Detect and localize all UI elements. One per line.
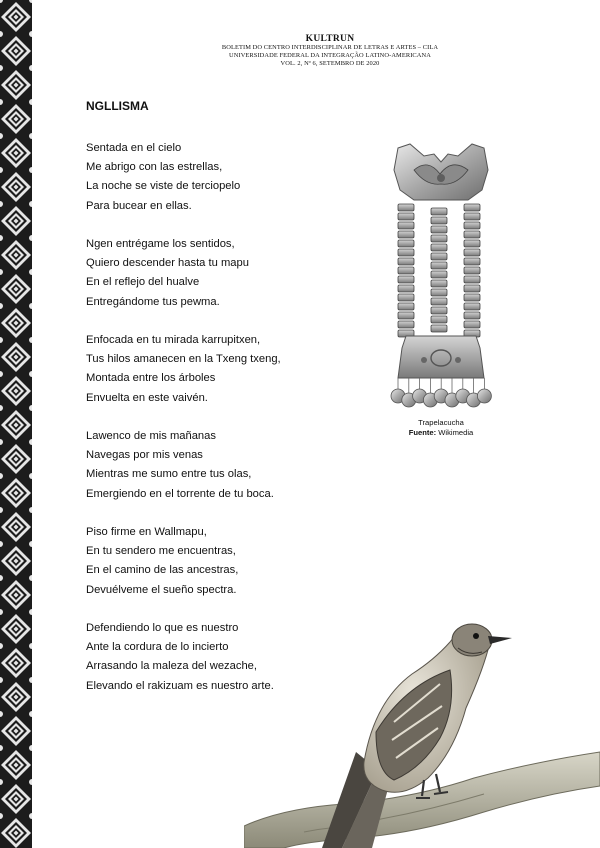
verse-line: En el reflejo del hualve [86, 276, 200, 289]
caption-source-label: Fuente: [408, 427, 437, 437]
image-caption [384, 418, 498, 437]
verse-line: Navegas por mis venas [86, 449, 203, 462]
verse-line: La noche se viste de terciopelo [86, 180, 241, 193]
verse-line: Emergiendo en el torrente de tu boca. [86, 487, 274, 500]
journal-header [60, 34, 600, 68]
verse-line: Lawenco de mis mañanas [86, 430, 216, 442]
verse-line: Me abrigo con las estrellas, [86, 161, 223, 174]
caption-source-value: Wikimedia [436, 427, 474, 437]
verse-line: En el camino de las ancestras, [86, 564, 239, 577]
verse-line: Ante la cordura de lo incierto [86, 641, 229, 654]
decorative-border [0, 0, 32, 848]
verse-line: Ngen entrégame los sentidos, [86, 238, 235, 250]
verse-line: Devuélveme el sueño spectra. [86, 583, 237, 596]
stanza-2 [86, 235, 356, 312]
stanza-1 [86, 139, 356, 216]
verse-line: En tu sendero me encuentras, [86, 545, 236, 558]
verse-line: Mientras me sumo entre tus olas, [86, 468, 252, 481]
header-line-3: VOL. 2, Nº 6, SETEMBRO DE 2020 [280, 60, 380, 67]
verse-line: Elevando el rakizuam es nuestro arte. [86, 679, 274, 692]
caption-source [384, 428, 498, 438]
header-line-2: UNIVERSIDADE FEDERAL DA INTEGRAÇÃO LATINO-AMERICANA [229, 52, 431, 59]
verse-line: Arrasando la maleza del wezache, [86, 660, 258, 673]
bird-on-branch-image [244, 612, 600, 848]
verse-line: Sentada en el cielo [86, 142, 182, 154]
verse-line: Entregándome tus pewma. [86, 295, 220, 308]
verse-line: Montada entre los árboles [86, 372, 216, 385]
verse-line: Para bucear en ellas. [86, 199, 192, 212]
verse-line: Tus hilos amanecen en la Txeng txeng, [86, 353, 281, 366]
poem-title: NGLLISMA [86, 99, 149, 113]
trapelacucha-image [384, 140, 498, 412]
stanza-3 [86, 331, 356, 408]
stanza-5 [86, 523, 356, 600]
header-line-1: BOLETIM DO CENTRO INTERDISCIPLINAR DE LETRAS E ARTES – CILA [221, 44, 439, 51]
caption-name: Trapelacucha [418, 418, 464, 427]
journal-title: KULTRUN [305, 34, 355, 44]
verse-line: Envuelta en este vaivén. [86, 391, 208, 404]
verse-line: Defendiendo lo que es nuestro [86, 622, 239, 634]
border-pattern-icon [0, 0, 32, 848]
verse-line: Quiero descender hasta tu mapu [86, 257, 249, 270]
verse-line: Piso firme en Wallmapu, [86, 526, 207, 538]
stanza-4 [86, 427, 356, 504]
verse-line: Enfocada en tu mirada karrupitxen, [86, 334, 261, 346]
